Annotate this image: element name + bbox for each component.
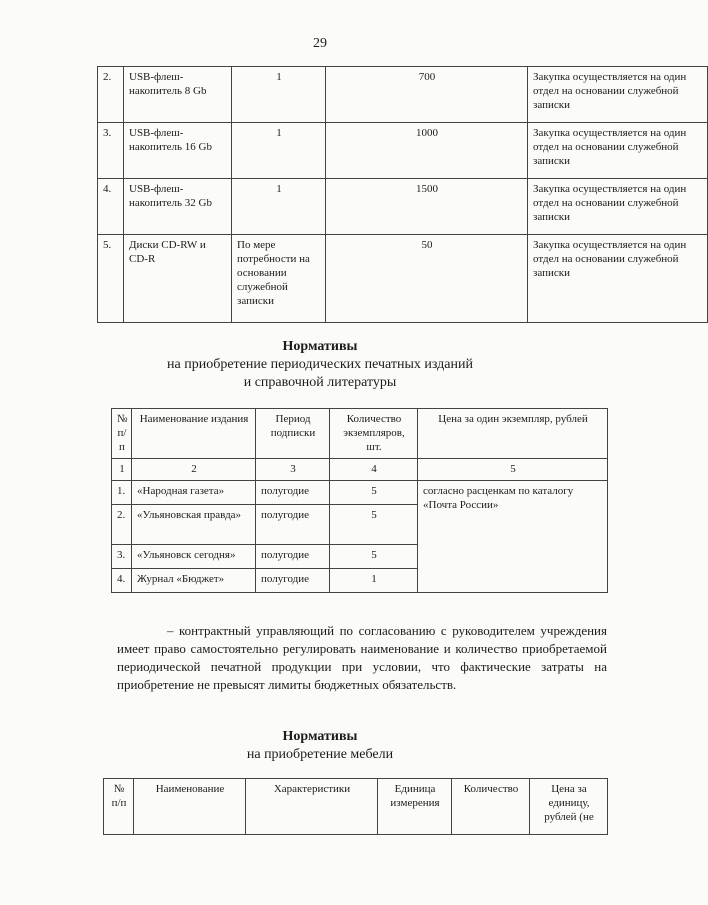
- periodical-period: полугодие: [256, 481, 330, 505]
- body-paragraph: – контрактный управляющий по согласованию с руководителем учреждения имеет право самостоятельно регулировать наименование и количество приобретаемой периодической печатной продукции при условии, что фактические затраты на приобретение не превысят лимиты бюджетных обязательств.: [117, 623, 607, 692]
- table-row: [98, 67, 708, 123]
- periodical-count: 5: [330, 545, 418, 569]
- row-number: 3.: [98, 123, 124, 179]
- row-number: 1.: [112, 481, 132, 505]
- periodical-count: 1: [330, 569, 418, 593]
- header-name: Наименование: [134, 779, 246, 835]
- header-characteristics: Характеристики: [246, 779, 378, 835]
- row-number: 4.: [112, 569, 132, 593]
- item-price: 1000: [326, 123, 528, 179]
- periodical-count: 5: [330, 481, 418, 505]
- row-number: 4.: [98, 179, 124, 235]
- periodical-name: «Ульяновская правда»: [132, 505, 256, 545]
- section-title-furniture: Нормативы на приобретение мебели: [246, 729, 394, 762]
- periodical-period: полугодие: [256, 505, 330, 545]
- table-row: [98, 123, 708, 179]
- periodical-name: «Ульяновск сегодня»: [132, 545, 256, 569]
- furniture-table: [103, 778, 608, 835]
- periodicals-table: [111, 408, 608, 593]
- item-note: Закупка осуществляется на один отдел на основании служебной записки: [528, 235, 708, 323]
- periodical-name: «Народная газета»: [132, 481, 256, 505]
- row-number: 3.: [112, 545, 132, 569]
- column-number: 3: [256, 459, 330, 481]
- row-number: 5.: [98, 235, 124, 323]
- header-price: Цена за единицу, рублей (не: [530, 779, 608, 835]
- column-number-row: [112, 459, 608, 481]
- item-quantity: 1: [232, 123, 326, 179]
- item-quantity: 1: [232, 179, 326, 235]
- section-title-periodicals: Нормативы на приобретение периодических печатных изданий и справочной литературы: [167, 339, 473, 390]
- header-number: № п/п: [104, 779, 134, 835]
- column-number: 4: [330, 459, 418, 481]
- table-header-row: [112, 409, 608, 459]
- table-row: [112, 481, 608, 505]
- it-supplies-table: [97, 66, 708, 323]
- item-price: 50: [326, 235, 528, 323]
- periodical-period: полугодие: [256, 569, 330, 593]
- price-note: согласно расценкам по каталогу «Почта России»: [418, 481, 608, 593]
- table-row: [98, 179, 708, 235]
- page-number: 29: [313, 36, 327, 51]
- header-number: № п/п: [112, 409, 132, 459]
- periodical-period: полугодие: [256, 545, 330, 569]
- row-number: 2.: [112, 505, 132, 545]
- header-unit: Единица измерения: [378, 779, 452, 835]
- column-number: 1: [112, 459, 132, 481]
- item-quantity: По мере потребности на основании служебной записки: [232, 235, 326, 323]
- item-price: 1500: [326, 179, 528, 235]
- item-price: 700: [326, 67, 528, 123]
- column-number: 5: [418, 459, 608, 481]
- header-period: Период подписки: [256, 409, 330, 459]
- item-name: Диски CD-RW и CD-R: [124, 235, 232, 323]
- periodical-count: 5: [330, 505, 418, 545]
- item-quantity: 1: [232, 67, 326, 123]
- item-name: USB-флеш-накопитель 8 Gb: [124, 67, 232, 123]
- header-count: Количество экземпляров, шт.: [330, 409, 418, 459]
- item-note: Закупка осуществляется на один отдел на основании служебной записки: [528, 179, 708, 235]
- row-number: 2.: [98, 67, 124, 123]
- item-note: Закупка осуществляется на один отдел на основании служебной записки: [528, 67, 708, 123]
- header-price: Цена за один экземпляр, рублей: [418, 409, 608, 459]
- periodical-name: Журнал «Бюджет»: [132, 569, 256, 593]
- table-header-row: [104, 779, 608, 835]
- item-name: USB-флеш-накопитель 32 Gb: [124, 179, 232, 235]
- item-note: Закупка осуществляется на один отдел на основании служебной записки: [528, 123, 708, 179]
- header-quantity: Количество: [452, 779, 530, 835]
- table-row: [98, 235, 708, 323]
- item-name: USB-флеш-накопитель 16 Gb: [124, 123, 232, 179]
- column-number: 2: [132, 459, 256, 481]
- header-name: Наименование издания: [132, 409, 256, 459]
